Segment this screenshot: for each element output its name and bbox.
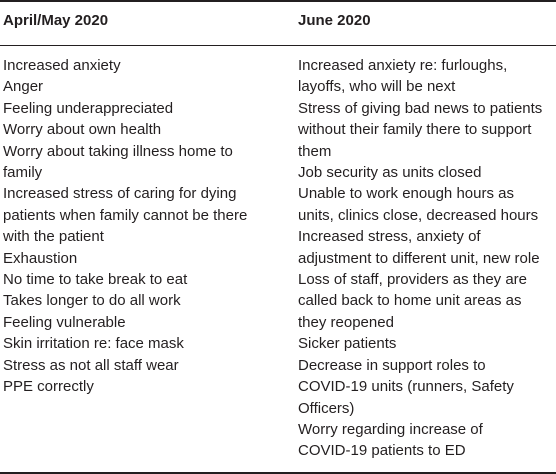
table-line: PPE correctly: [3, 378, 94, 396]
table-line: family: [3, 164, 43, 182]
table-line: COVID-19 units (runners, Safety: [298, 378, 514, 396]
table-line: Increased anxiety: [3, 57, 121, 74]
table-line: with the patient: [3, 228, 104, 246]
table-bottom-rule: [0, 472, 556, 474]
table-line: No time to take break to eat: [3, 271, 188, 289]
table-line: Loss of staff, providers as they are: [298, 271, 528, 289]
june-column: [298, 55, 542, 462]
table-line: Increased stress, anxiety of: [298, 228, 481, 246]
table-line: Worry regarding increase of: [298, 420, 483, 438]
header-divider-rule: [0, 45, 556, 46]
table-line: Stress as not all staff wear: [3, 356, 179, 374]
table-line: Job security as units closed: [298, 164, 482, 182]
table-line: Sicker patients: [298, 335, 397, 353]
table-line: they reopened: [298, 313, 394, 331]
table-line: Anger: [3, 78, 44, 96]
table-line: Officers): [298, 399, 355, 417]
column-header-june: June 2020: [298, 12, 371, 29]
table-line: Skin irritation re: face mask: [3, 335, 184, 353]
april-may-column: [3, 55, 247, 398]
table-line: Decrease in support roles to: [298, 356, 486, 374]
table-line: Worry about own health: [3, 121, 162, 139]
table-line: Unable to work enough hours as: [298, 185, 514, 203]
table-line: Takes longer to do all work: [3, 292, 181, 310]
column-header-april-may: April/May 2020: [3, 12, 109, 29]
table-line: Stress of giving bad news to patients: [298, 99, 543, 117]
table-line: them: [298, 142, 332, 160]
table-line: called back to home unit areas as: [298, 292, 522, 310]
table-line: COVID-19 patients to ED: [298, 442, 466, 460]
table-top-rule: [0, 0, 556, 2]
table-line: adjustment to different unit, new role: [298, 249, 540, 267]
table-line: layoffs, who will be next: [298, 78, 456, 96]
table-line: Feeling vulnerable: [3, 313, 126, 331]
table-line: units, clinics close, decreased hours: [298, 206, 539, 224]
table-line: without their family there to support: [298, 121, 532, 139]
table-line: Increased stress of caring for dying: [3, 185, 237, 203]
table-line: Exhaustion: [3, 249, 78, 267]
table-line: patients when family cannot be there: [3, 206, 248, 224]
table-line: Increased anxiety re: furloughs,: [298, 57, 508, 74]
table-line: Worry about taking illness home to: [3, 142, 233, 160]
table-line: Feeling underappreciated: [3, 99, 174, 117]
